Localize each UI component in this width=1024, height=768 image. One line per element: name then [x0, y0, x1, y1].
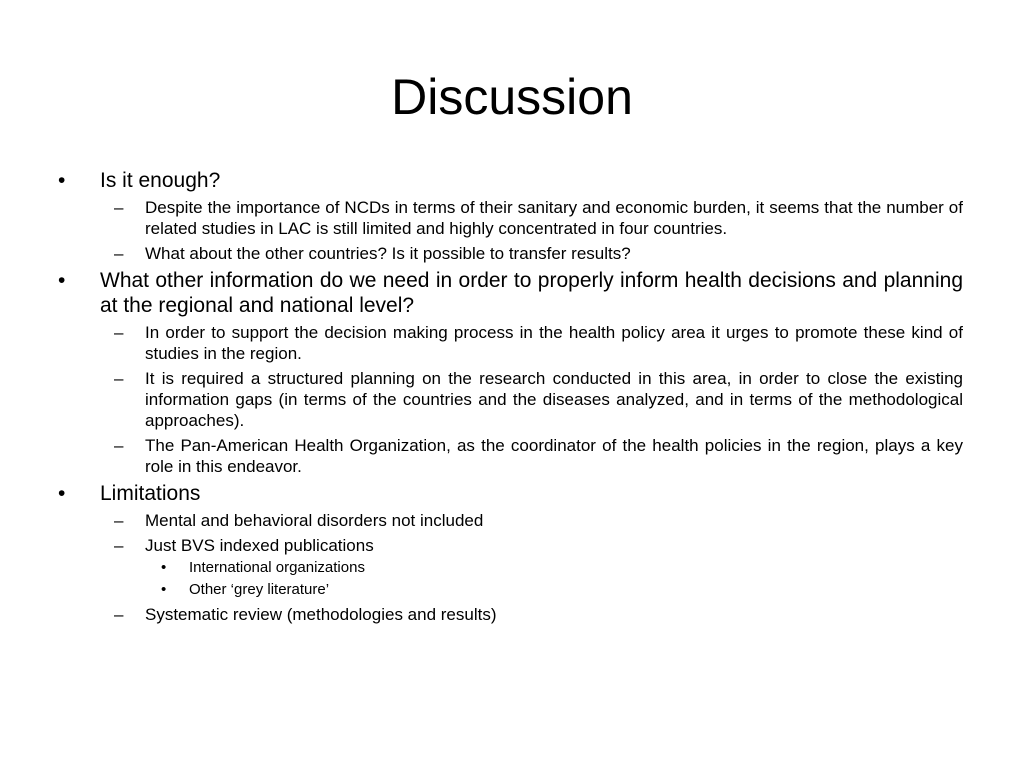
dash-marker: – — [114, 244, 124, 263]
sub-bullet-item — [58, 322, 963, 364]
sub-bullet-item — [58, 435, 963, 477]
sub-bullet-text: The Pan-American Health Organization, as the coordinator of the health policies in the region, plays a key role in this endeavor. — [145, 436, 963, 476]
sub-bullet-text: Despite the importance of NCDs in terms of their sanitary and economic burden, it seems that the number of related studies in LAC is still limited and highly concentrated in four countries. — [145, 198, 963, 238]
bullet-text: What other information do we need in order to properly inform health decisions and planning at the regional and national level? — [100, 269, 963, 317]
bullet-marker: • — [58, 169, 66, 192]
sub-bullet-text: What about the other countries? Is it possible to transfer results? — [145, 244, 631, 263]
sub-bullet-item — [58, 510, 963, 531]
bullet-marker: • — [58, 482, 66, 505]
sub-sub-bullet-item — [58, 580, 963, 600]
dash-marker: – — [114, 436, 124, 455]
bullet-item — [58, 481, 963, 506]
sub-sub-bullet-item — [58, 558, 963, 578]
dash-marker: – — [114, 605, 124, 624]
sub-bullet-item — [58, 368, 963, 431]
bullet-item — [58, 268, 963, 318]
sub-bullet-text: It is required a structured planning on the research conducted in this area, in order to close the existing information gaps (in terms of the countries and the diseases analyzed, and in terms of the methodological approaches). — [145, 369, 963, 430]
dash-marker: – — [114, 536, 124, 555]
bullet-text: Limitations — [100, 482, 201, 505]
slide-content — [58, 168, 963, 625]
sub-bullet-text: In order to support the decision making process in the health policy area it urges to promote these kind of studies in the region. — [145, 323, 963, 363]
dash-marker: – — [114, 198, 124, 217]
dash-marker: – — [114, 511, 124, 530]
dash-marker: – — [114, 369, 124, 388]
bullet-text: Is it enough? — [100, 169, 221, 192]
sub-bullet-text: Systematic review (methodologies and results) — [145, 605, 497, 624]
sub-bullet-text: Just BVS indexed publications — [145, 536, 374, 555]
sub-bullet-item — [58, 604, 963, 625]
bullet-marker: • — [58, 269, 66, 292]
bullet-marker: • — [161, 581, 167, 598]
sub-bullet-item — [58, 535, 963, 556]
bullet-item — [58, 168, 963, 193]
sub-sub-bullet-text: Other ‘grey literature’ — [189, 581, 330, 598]
dash-marker: – — [114, 323, 124, 342]
sub-sub-bullet-text: International organizations — [189, 559, 365, 576]
slide-title: Discussion — [391, 69, 633, 125]
sub-bullet-item — [58, 197, 963, 239]
bullet-marker: • — [161, 559, 167, 576]
sub-bullet-text: Mental and behavioral disorders not included — [145, 511, 484, 530]
sub-bullet-item — [58, 243, 963, 264]
